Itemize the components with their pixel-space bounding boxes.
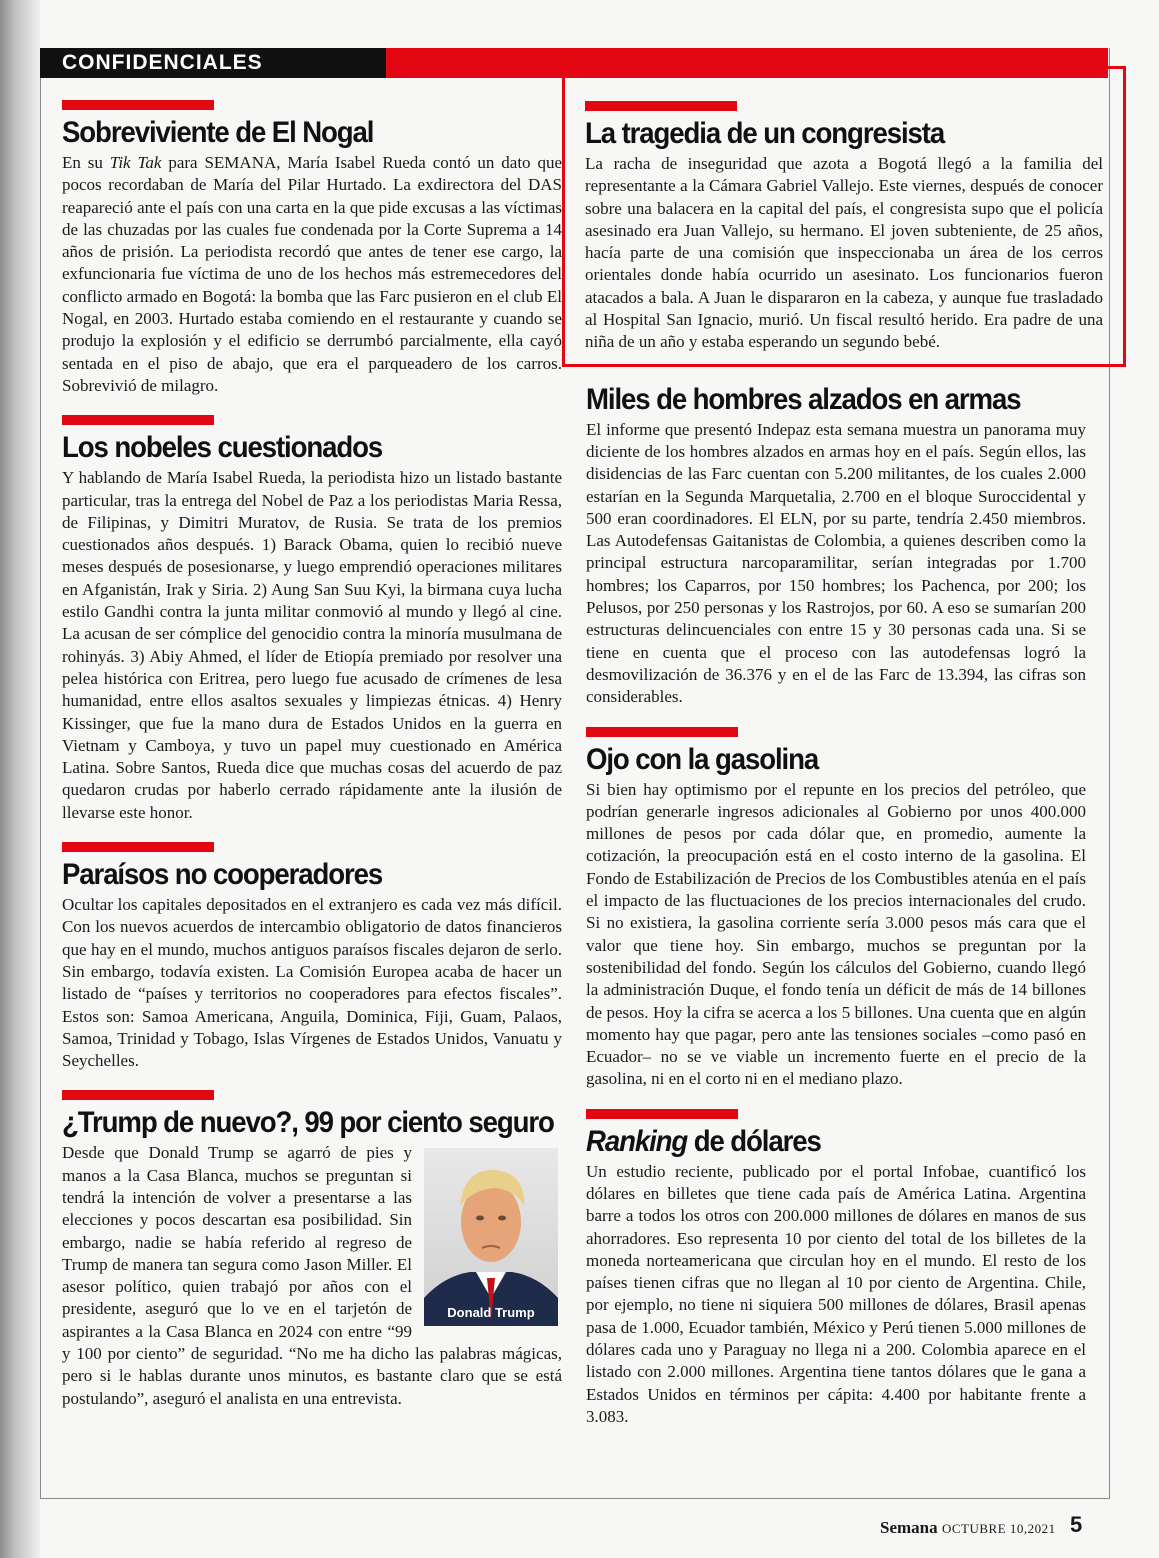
article-congresista (585, 66, 1103, 367)
article-body: Un estudio reciente, publicado por el portal Infobae, cuantificó los dólares en billetes que tiene cada país de América Latina. Argentina barre a todos los otros con 200.000 millones de dólares en manos de sus ahorradores. Eso representa 10 por ciento del total de los billetes de la moneda norteamericana que circulan hoy en el mundo. El resto de los países tienen cifras que no llegan al 10 por ciento de Argentina. Chile, por ejemplo, no tiene ni siquiera 500 millones de dólares, Brasil apenas pasa de 1.000, Ecuador también, México y Perú tienen 5.000 millones de dólares cada uno y Paraguay no llega ni a 200. Colombia aparece en el listado con 2.000 millones. Argentina tiene tantos dólares que le gana a Estados Unidos en términos per cápita: 4.400 por habitante frente a 3.083. (586, 1161, 1086, 1426)
article-nobeles (62, 415, 562, 824)
photo-caption: Donald Trump (447, 1305, 535, 1321)
section-label: CONFIDENCIALES (62, 51, 263, 74)
right-column (585, 100, 1103, 1446)
article-body: Y hablando de María Isabel Rueda, la periodista hizo un listado bastante particular, tras la entrega del Nobel de Paz a los periodistas Maria Ressa, de Filipinas, y Dimitri Muratov, de Rusia. Se trata de los premios cuestionados años después. 1) Barack Obama, quien lo recibió nueve meses después de posesionarse, y luego emprendió operaciones militares en Afganistán, Irak y Siria. 2) Aung San Suu Kyi, la birmana cuya lucha estilo Gandhi contra la junta militar conmovió al mundo y llegó al cine. La acusan de ser cómplice del genocidio contra la minoría musulmana de rohinyás. 3) Abiy Ahmed, el líder de Etiopía premiado por resolver una pelea histórica con Eritrea, pero luego fue acusado de crímenes de lesa humanidad, entre ellos asaltos sexuales y limpiezas étnicas. 4) Henry Kissinger, que fue la mano dura de Estados Unidos en la guerra en Vietnam y Camboya, y tuvo un papel muy cuestionado en América Latina. Sobre Santos, Rueda dice que muchas cosas del acuerdo de paz quedaron crudas por haberlo cerrado rápidamente ante la ilusión de llevarse este honor. (62, 468, 562, 822)
article-alzados (586, 383, 1086, 709)
article-trump (62, 1090, 562, 1410)
red-rule (62, 842, 214, 852)
page-number: 5 (1070, 1512, 1083, 1537)
article-body: Desde que Donald Trump se agarró de pies y manos a la Casa Blanca, muchos se preguntan si tendrá la intención de volver a presentarse a las elecciones y pocos descartan esa posibilidad. Sin embargo, nadie se había referido al regreso de Trump de manera tan segura como Jason Miller. El asesor político, quien trabajó por años con el presidente, aseguró que lo ve en el tarjetón de aspirantes a la Casa Blanca en 2024 con entre “99 y 100 por ciento” de seguridad. “No me ha dicho las palabras mágicas, pero si le hablas durante unos minutos, es bastante claro que se está postulando”, aseguró el analista en una entrevista. (62, 1143, 562, 1408)
article-title: Los nobeles cuestionados (62, 431, 383, 465)
article-title: ¿Trump de nuevo?, 99 por ciento seguro (62, 1106, 554, 1140)
left-column (62, 100, 562, 1428)
red-rule (585, 101, 737, 111)
trump-photo (424, 1148, 558, 1326)
article-body: Si bien hay optimismo por el repunte en los precios del petróleo, que podrían generarle ingresos adicionales al Gobierno por unos 400.000 millones de pesos por cada dólar que, en promedio, aumente la cotización, la preocupación está en el costo interno de la gasolina. El Fondo de Estabilización de Precios de los Combustibles atenúa en el país el impacto de las fluctuaciones de los precios internacionales del crudo. Si no existiera, la gasolina corriente sería 3.000 pesos más cara que el valor que tiene hoy. Sin embargo, muchos se preguntan por la sostenibilidad del fondo. Según los cálculos del Gobierno, cuando llegó la administración Duque, el fondo tenía un déficit de más de 14 billones de pesos. Hoy la cifra se acerca a los 5 billones. Una cuenta que en algún momento hay que pagar, pero ante las tensiones sociales –como pasó en Ecuador– no se ve viable un incremento fuerte en el precio de la gasolina, ni en el corto ni en el mediano plazo. (586, 779, 1086, 1089)
article-title: Miles de hombres alzados en armas (586, 382, 1021, 416)
red-rule (62, 415, 214, 425)
article-body: La racha de inseguridad que azota a Bogotá llegó a la familia del representante a la Cámara Gabriel Vallejo. Este viernes, después de conocer sobre una balacera en la capital del país, el congresista supo que el policía asesinado era Juan Vallejo, su hermano. El joven subteniente, de 25 años, hacía parte de una comisión que inspeccionaba un área de los cerros orientales donde había ocurrido un asesinato. Los funcionarios fueron atacados a bala. A Juan le dispararon en la cabeza, y aunque fue trasladado al Hospital San Ignacio, murió. Un fiscal resultó herido. Era padre de una niña de un año y estaba esperando un segundo bebé. (585, 154, 1103, 352)
red-rule (586, 1109, 738, 1119)
page-footer (880, 1508, 1090, 1538)
article-body: El informe que presentó Indepaz esta semana muestra un panorama muy diciente de los hombres alzados en armas hoy en el país. Según ellos, las disidencias de las Farc cuentan con 5.200 militantes, de los cuales 2.000 estarían en la Segunda Marquetalia, 2.700 en el bloque Suroccidental y 500 eran coordinadores. El ELN, por su parte, tendría 2.450 miembros. Las Autodefensas Gaitanistas de Colombia, a quienes describen como la principal estructura narcoparamilitar, serían integradas por 1.700 hombres; los Caparros, por 150 hombres; los Pachenca, por 200; los Pelusos, por 250 personas y los Rastrojos, por 60. A eso se sumarían 200 estructuras delincuenciales con entre 15 y 30 personas cada una. Si se tiene en cuenta que el proceso con las autodefensas logró la desmovilización de 36.376 y en el de las Farc de 13.394, las cifras son considerables. (586, 419, 1086, 707)
page-spine-shadow (0, 0, 40, 1558)
magazine-name: Semana (880, 1518, 938, 1537)
red-rule (62, 100, 214, 110)
article-el-nogal (62, 100, 562, 397)
article-title: Ranking de dólares (586, 1124, 821, 1158)
article-body: Ocultar los capitales depositados en el extranjero es cada vez más difícil. Con los nuevos acuerdos de intercambio obligatorio de datos financieros que hay en el mundo, muchos antiguos paraísos fiscales dejaron de serlo. Sin embargo, todavía existen. La Comisión Europea acaba de hacer un listado de “países y territorios no cooperadores para efectos fiscales”. Estos son: Samoa Americana, Anguila, Dominica, Fiji, Guam, Palaos, Samoa, Trinidad y Tobago, Islas Vírgenes de Estados Unidos, Vanuatu y Seychelles. (62, 895, 562, 1071)
portrait-illustration (424, 1148, 558, 1326)
red-rule (586, 727, 738, 737)
article-ranking (586, 1109, 1086, 1429)
red-rule (62, 1090, 214, 1100)
article-title: Paraísos no cooperadores (62, 858, 383, 892)
article-paraisos (62, 842, 562, 1072)
highlight-box (562, 66, 1126, 367)
article-title: Ojo con la gasolina (586, 742, 819, 776)
article-body: En su Tik Tak para SEMANA, María Isabel Rueda contó un dato que pocos recordaban de María del Pilar Hurtado. La exdirectora del DAS reapareció ante el país con una carta en la que pide excusas a las víctimas de las chuzadas por las cuales fue condenada por la Corte Suprema a 14 años de prisión. La periodista recordó que antes de tener ese cargo, la exfuncionaria fue víctima de uno de los hechos más estremecedores del conflicto armado en Bogotá: la bomba que las Farc pusieron en el club El Nogal, en 2003. Hurtado estaba comiendo en el restaurante y cuando se produjo la explosión y el edificio se derrumbó parcialmente, ella cayó sentada en el piso de abajo, que era el parqueadero de los carros. Sobrevivió de milagro. (62, 153, 562, 395)
issue-date: OCTUBRE 10,2021 (942, 1521, 1056, 1536)
article-gasolina (586, 727, 1086, 1091)
article-title: La tragedia de un congresista (585, 117, 945, 150)
article-title: Sobreviviente de El Nogal (62, 116, 374, 149)
